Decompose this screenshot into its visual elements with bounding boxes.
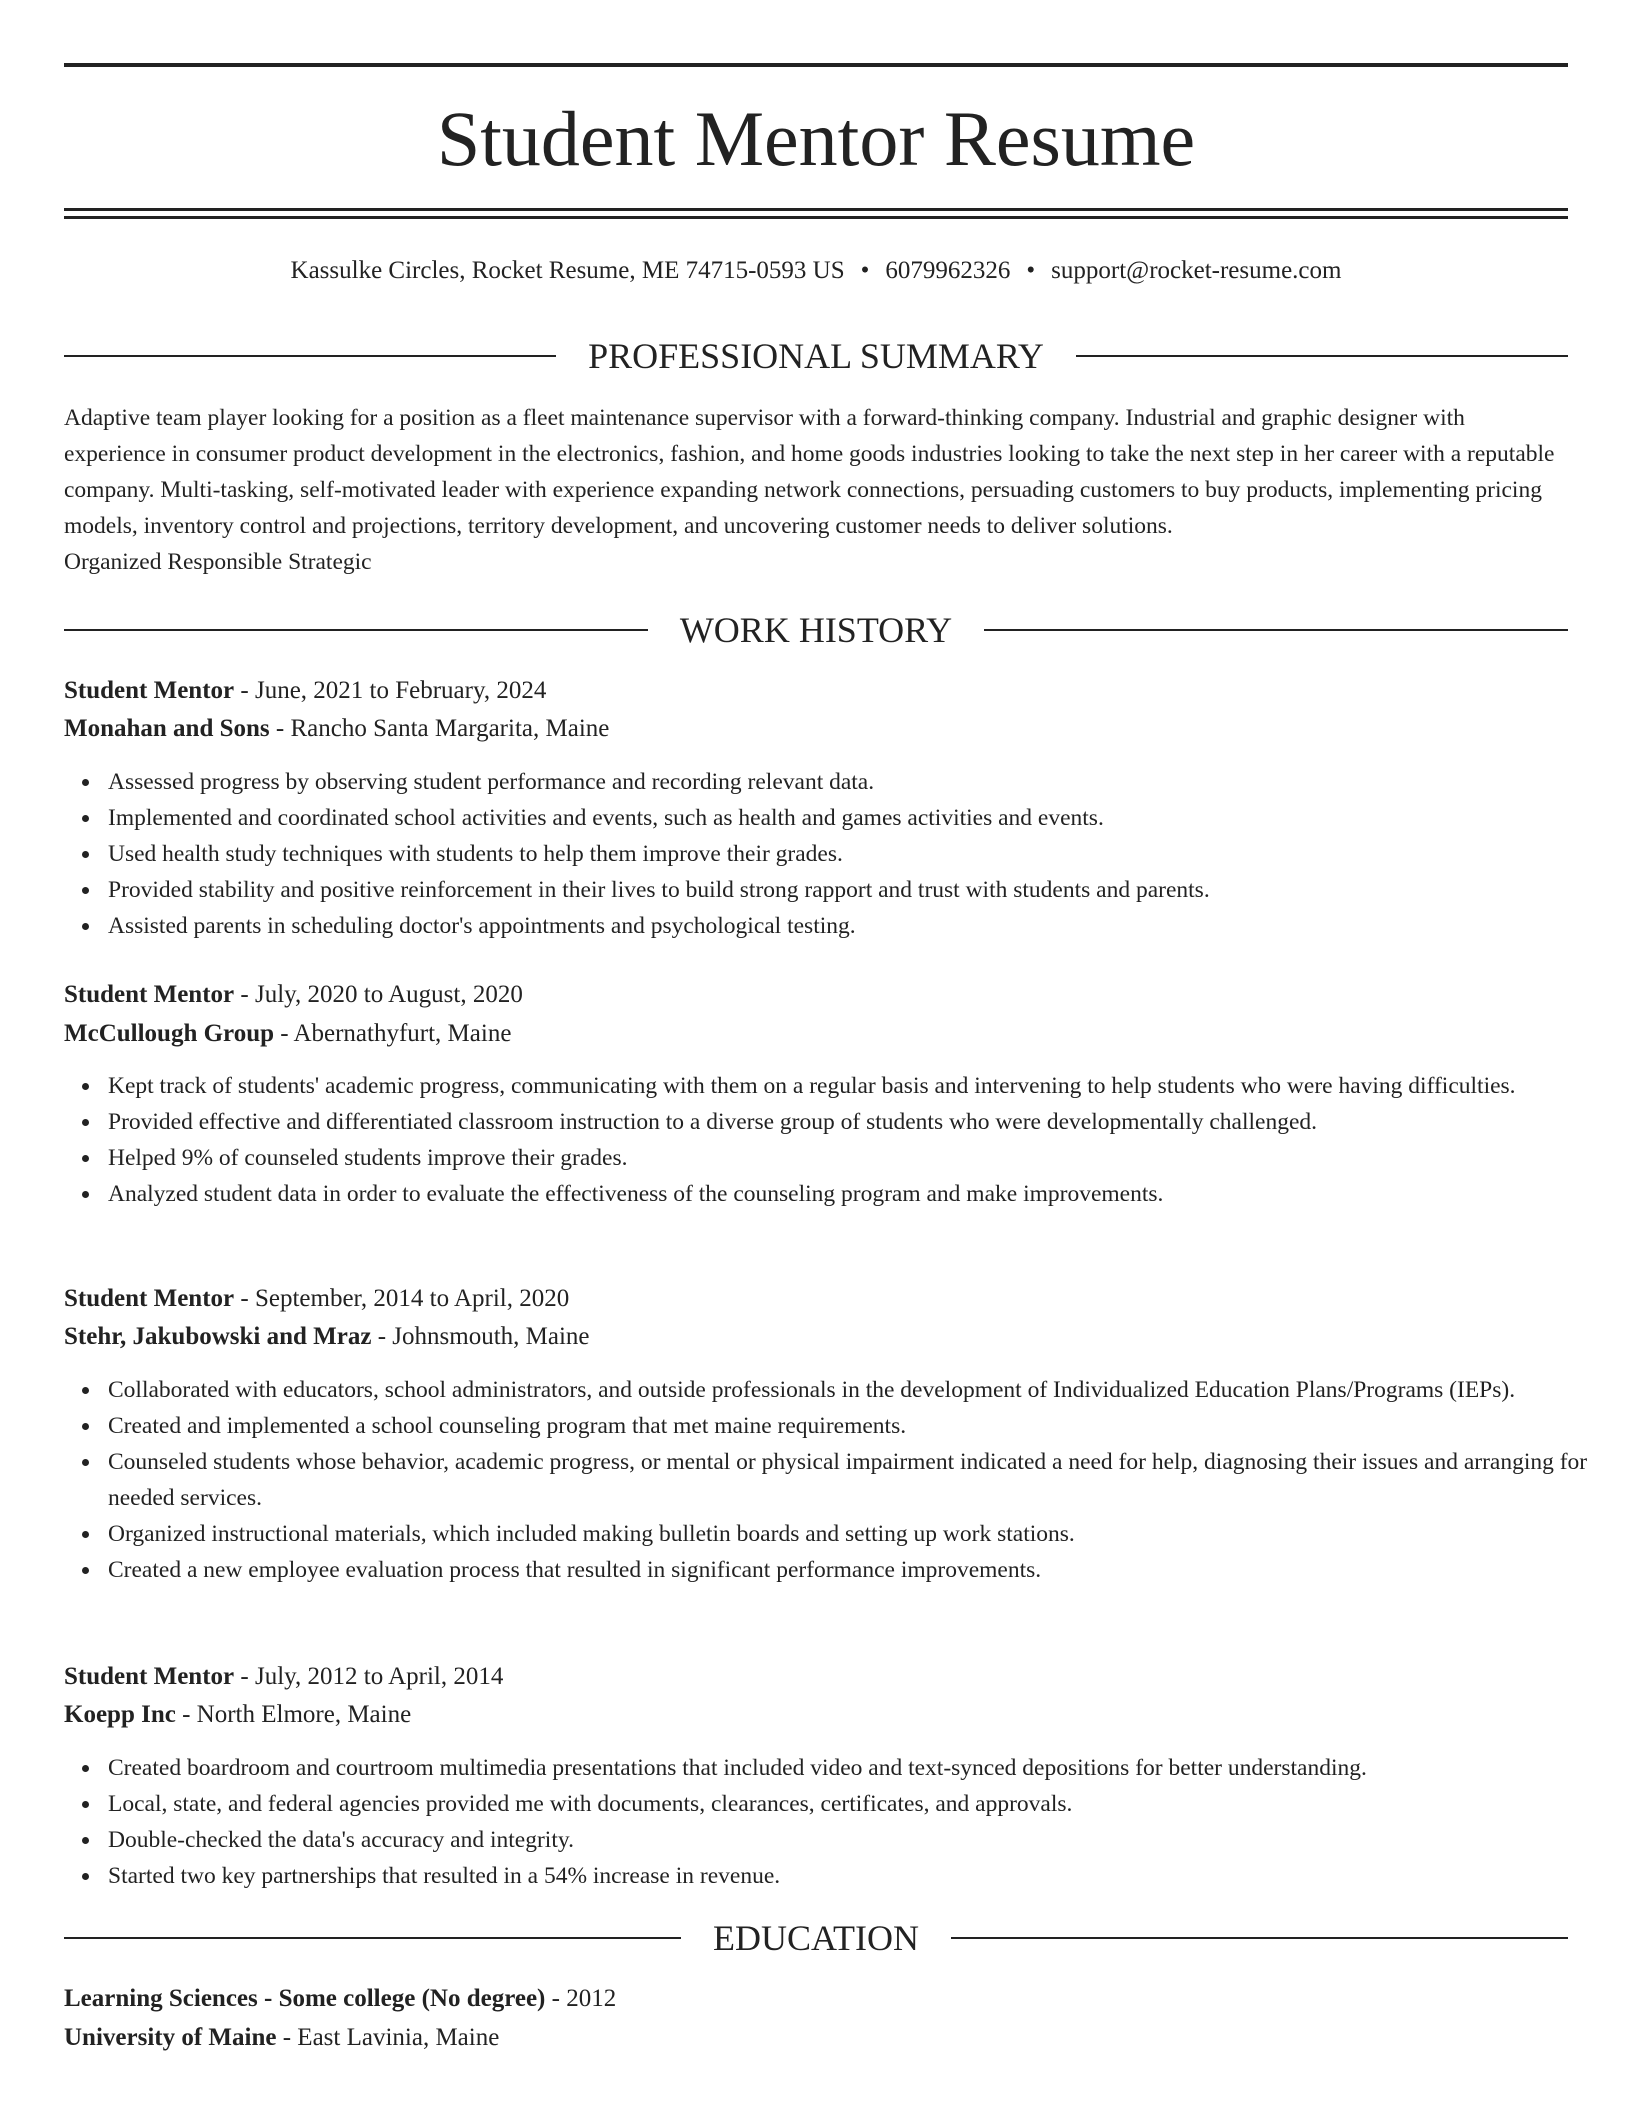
job-bullet: Collaborated with educators, school administrators, and outside professionals in the development of Individualized Education Plans/Programs (IEPs). xyxy=(108,1372,1612,1408)
job-dates: - July, 2012 to April, 2014 xyxy=(234,1663,504,1690)
education-school: University of Maine xyxy=(64,2024,277,2051)
job-title: Student Mentor xyxy=(64,1285,235,1312)
summary-text: Adaptive team player looking for a position as a fleet maintenance supervisor with a forward-thinking company. Industrial and graphic designer with experience in consumer product development in the electronics, fashion, and home goods industries looking to take the next step in her career with a reputable company. Multi-tasking, self-motivated leader with experience expanding network connections, persuading customers to buy products, implementing pricing models, inventory control and projections, territory development, and uncovering customer needs to deliver solutions. xyxy=(64,405,1555,539)
job-bullets xyxy=(64,1750,1612,1894)
header-top-rule xyxy=(64,63,1568,67)
job-bullets xyxy=(64,1372,1612,1588)
job-location: - Abernathyfurt, Maine xyxy=(274,1020,512,1047)
contact-phone: 6079962326 xyxy=(885,257,1011,284)
job-title: Student Mentor xyxy=(64,677,235,704)
page-title: Student Mentor Resume xyxy=(436,95,1196,182)
job-location: - Johnsmouth, Maine xyxy=(371,1323,590,1350)
job-bullet: Created a new employee evaluation process that resulted in significant performance improvements. xyxy=(108,1552,1612,1588)
contact-address: Kassulke Circles, Rocket Resume, ME 74715-0593 US xyxy=(290,257,845,284)
job-bullet: Kept track of students' academic progress, communicating with them on a regular basis and intervening to help students who were having difficulties. xyxy=(108,1068,1612,1104)
job-company: Koepp Inc xyxy=(64,1701,176,1728)
job-bullet: Implemented and coordinated school activities and events, such as health and games activities and events. xyxy=(108,800,1612,836)
job-bullet: Provided stability and positive reinforcement in their lives to build strong rapport and trust with students and parents. xyxy=(108,872,1612,908)
job-title-line xyxy=(64,674,1568,708)
job-title-line xyxy=(64,1282,1568,1316)
section-title-summary: PROFESSIONAL SUMMARY xyxy=(588,336,1044,376)
summary-traits: Organized Responsible Strategic xyxy=(64,549,372,575)
job-company-line xyxy=(64,1017,1568,1051)
job-bullet: Started two key partnerships that resulted in a 54% increase in revenue. xyxy=(108,1858,1612,1894)
section-rule-left xyxy=(64,355,556,357)
job-title-line xyxy=(64,1660,1568,1694)
section-title-work: WORK HISTORY xyxy=(679,610,953,650)
education-degree-line xyxy=(64,1982,1568,2016)
job-bullet: Used health study techniques with students to help them improve their grades. xyxy=(108,836,1612,872)
job-bullets xyxy=(64,1068,1612,1212)
header-bottom-rule-second xyxy=(64,216,1568,219)
job-bullet: Assessed progress by observing student performance and recording relevant data. xyxy=(108,764,1612,800)
education-degree: Learning Sciences - Some college (No degree) xyxy=(64,1985,546,2012)
contact-separator: • xyxy=(1026,257,1036,284)
job-bullet: Analyzed student data in order to evaluate the effectiveness of the counseling program and make improvements. xyxy=(108,1176,1612,1212)
section-heading-education xyxy=(64,1918,1568,1958)
contact-separator: • xyxy=(860,257,870,284)
section-rule-left xyxy=(64,1937,681,1939)
job-bullet: Counseled students whose behavior, academic progress, or mental or physical impairment indicated a need for help, diagnosing their issues and arranging for needed services. xyxy=(108,1444,1612,1516)
job-bullet: Assisted parents in scheduling doctor's appointments and psychological testing. xyxy=(108,908,1612,944)
job-bullets xyxy=(64,764,1612,944)
job-bullet: Created and implemented a school counseling program that met maine requirements. xyxy=(108,1408,1612,1444)
contact-line xyxy=(64,255,1568,287)
education-year: - 2012 xyxy=(545,1985,617,2012)
section-heading-work xyxy=(64,610,1568,650)
job-dates: - June, 2021 to February, 2024 xyxy=(234,677,547,704)
job-location: - North Elmore, Maine xyxy=(175,1701,412,1728)
education-location: - East Lavinia, Maine xyxy=(276,2024,500,2051)
contact-email: support@rocket-resume.com xyxy=(1051,257,1342,284)
job-bullet: Double-checked the data's accuracy and integrity. xyxy=(108,1822,1612,1858)
section-title-education: EDUCATION xyxy=(713,1918,919,1958)
job-company: Stehr, Jakubowski and Mraz xyxy=(64,1323,372,1350)
job-location: - Rancho Santa Margarita, Maine xyxy=(269,715,610,742)
job-title-line xyxy=(64,978,1568,1012)
job-company-line xyxy=(64,1698,1568,1732)
education-school-line xyxy=(64,2021,1568,2055)
section-heading-summary xyxy=(64,336,1568,376)
job-dates: - July, 2020 to August, 2020 xyxy=(234,981,523,1008)
section-rule-right xyxy=(1076,355,1568,357)
job-bullet: Provided effective and differentiated classroom instruction to a diverse group of students who were developmentally challenged. xyxy=(108,1104,1612,1140)
job-title: Student Mentor xyxy=(64,1663,235,1690)
professional-summary xyxy=(64,400,1568,580)
job-bullet: Created boardroom and courtroom multimedia presentations that included video and text-synced depositions for better understanding. xyxy=(108,1750,1612,1786)
job-company: Monahan and Sons xyxy=(64,715,270,742)
job-company-line xyxy=(64,1320,1568,1354)
section-rule-right xyxy=(984,629,1568,631)
section-rule-left xyxy=(64,629,648,631)
job-company: McCullough Group xyxy=(64,1020,274,1047)
job-dates: - September, 2014 to April, 2020 xyxy=(234,1285,570,1312)
job-title: Student Mentor xyxy=(64,981,235,1008)
job-bullet: Local, state, and federal agencies provided me with documents, clearances, certificates, and approvals. xyxy=(108,1786,1612,1822)
job-bullet: Organized instructional materials, which included making bulletin boards and setting up work stations. xyxy=(108,1516,1612,1552)
section-rule-right xyxy=(951,1937,1568,1939)
job-company-line xyxy=(64,712,1568,746)
header-bottom-rule xyxy=(64,208,1568,211)
job-bullet: Helped 9% of counseled students improve their grades. xyxy=(108,1140,1612,1176)
